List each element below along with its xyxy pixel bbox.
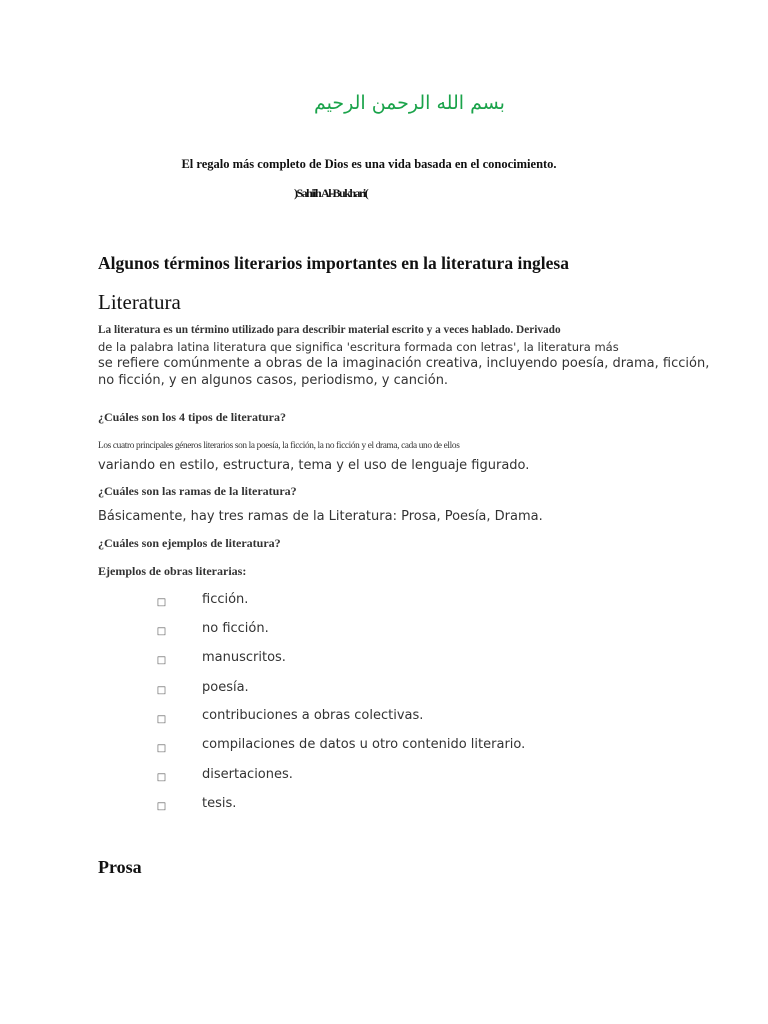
types-answer-line-1: Los cuatro principales géneros literarios son la poesía, la ficción, la no ficción y el drama, cada uno de ellos [98, 441, 460, 451]
question-branches: ¿Cuáles son las ramas de la literatura? [98, 484, 297, 498]
list-item: compilaciones de datos u otro contenido literario. [202, 737, 526, 752]
list-item: no ficción. [202, 621, 269, 636]
examples-label: Ejemplos de obras literarias: [98, 564, 247, 578]
list-item: poesía. [202, 680, 249, 695]
section-title-prosa: Prosa [98, 857, 142, 877]
list-item: tesis. [202, 796, 237, 811]
bullet-icon: □ [156, 685, 167, 696]
types-answer-line-2: variando en estilo, estructura, tema y el uso de lenguaje figurado. [98, 458, 530, 473]
bullet-icon: □ [156, 597, 167, 608]
list-item: disertaciones. [202, 767, 293, 782]
document-heading: Algunos términos literarios importantes en la literatura inglesa [98, 253, 569, 273]
list-item: ficción. [202, 592, 249, 607]
opening-quote: El regalo más completo de Dios es una vida basada en el conocimiento. [181, 157, 557, 171]
bullet-icon: □ [156, 772, 167, 783]
quote-attribution: )Sahiih Al-Bukhari( [294, 186, 368, 200]
bullet-icon: □ [156, 655, 167, 666]
bullet-icon: □ [156, 626, 167, 637]
list-item: contribuciones a obras colectivas. [202, 708, 424, 723]
definition-line-1: La literatura es un término utilizado para describir material escrito y a veces hablado. Derivado [98, 324, 561, 336]
section-title-literatura: Literatura [98, 290, 181, 314]
basmala-calligraphy: بسم الله الرحمن الرحيم [314, 92, 505, 114]
definition-line-2: de la palabra latina literatura que significa 'escritura formada con letras', la literatura más [98, 340, 619, 354]
branches-answer: Básicamente, hay tres ramas de la Literatura: Prosa, Poesía, Drama. [98, 509, 543, 524]
question-types: ¿Cuáles son los 4 tipos de literatura? [98, 410, 287, 424]
bullet-icon: □ [156, 714, 167, 725]
definition-line-3: se refiere comúnmente a obras de la imaginación creativa, incluyendo poesía, drama, ficción, [98, 356, 710, 371]
question-examples: ¿Cuáles son ejemplos de literatura? [98, 536, 281, 550]
bullet-icon: □ [156, 743, 167, 754]
definition-line-4: no ficción, y en algunos casos, periodismo, y canción. [98, 373, 449, 388]
list-item: manuscritos. [202, 650, 286, 665]
bullet-icon: □ [156, 801, 167, 812]
